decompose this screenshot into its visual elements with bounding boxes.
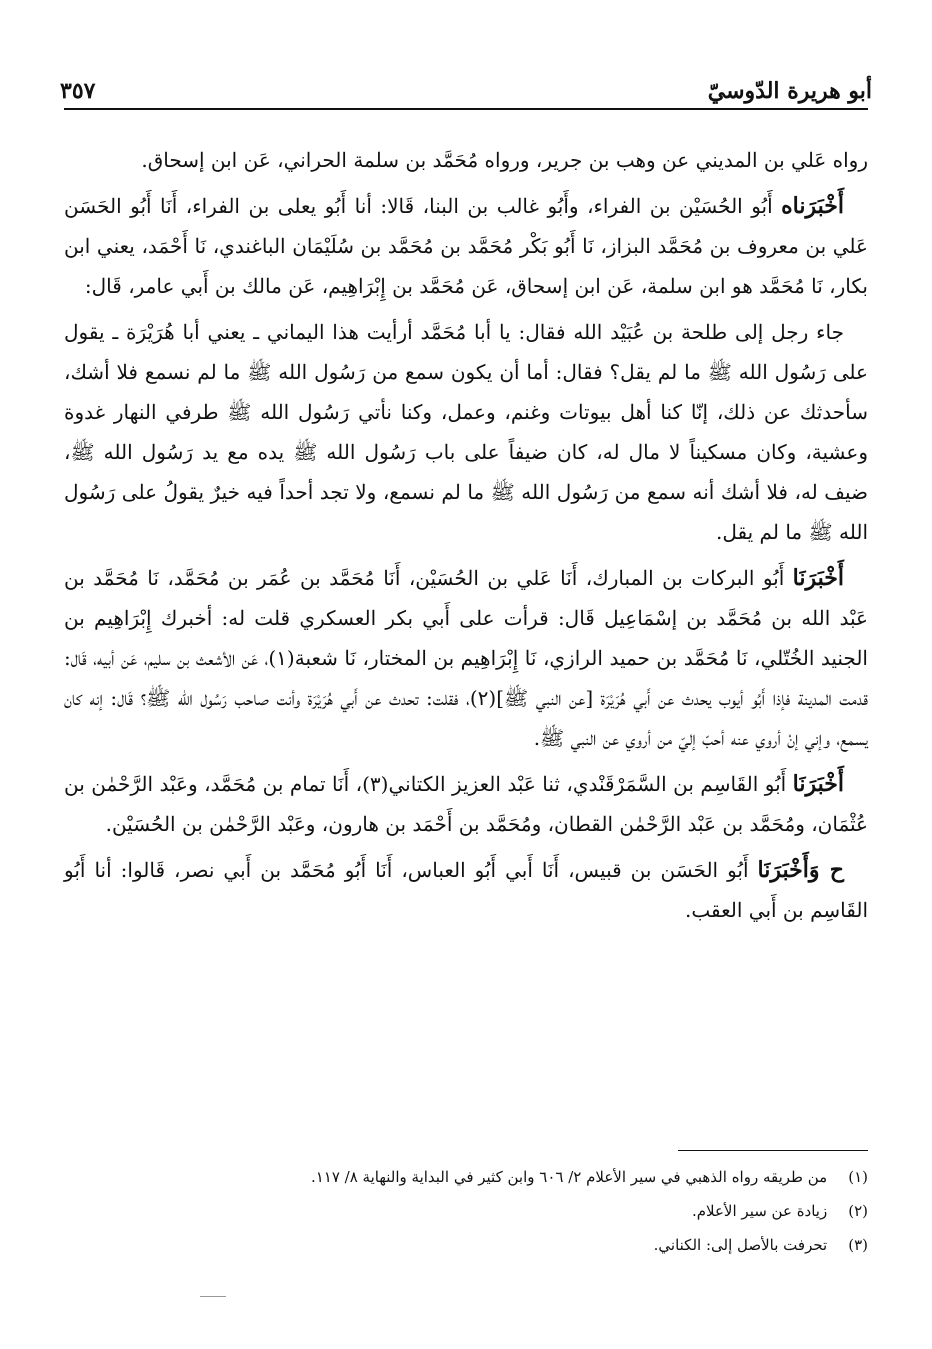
paragraph-text: رواه عَلي بن المديني عن وهب بن جرير، ورواه مُحَمَّد بن سلمة الحراني، عَن ابن إسحاق.	[141, 148, 868, 172]
paragraph-text: أَبُو البركات بن المبارك، أَنَا عَلي بن الحُسَيْن، أَنَا مُحَمَّد بن عُمَر بن مُحَمَّد، نَا مُحَمَّد بن عَبْد الله بن مُحَمَّد بن إسْمَاعِيل قَال: قرأت على أَبي بكر العسكري قلت له: أخبرك إِبْرَاهِيم بن الجنيد الخُتّلي، نَا مُحَمَّد بن حميد الرازي، نَا إِبْرَاهِيم بن المختار، نَا شعبة(١)، عَن الأشعث بن سليم، عَن أبيه، قَال: قدمت المدينة فإذا أَبُو أيوب يحدث عن أَبي هُرَيْرَة [عن النبي ﷺ](٢)، فقلت: تحدث عن أَبي هُرَيْرَة وأنت صاحب رَسُول الله ﷺ؟ قَال: إنه كان يسمع، وإني إنْ أروي عنه أحبّ إليّ من أروي عن النبي ﷺ.	[64, 566, 868, 750]
paragraph	[64, 558, 868, 758]
paragraph-text: جاء رجل إلى طلحة بن عُبَيْد الله فقال: يا أبا مُحَمَّد أرأيت هذا اليماني ـ يعني أبا هُرَيْرَة ـ يقول على رَسُول الله ﷺ ما لم يقل؟ فقال: أما أن يكون سمع من رَسُول الله ﷺ ما لم نسمع فلا أشك، سأحدثك عن ذلك، إنّا كنا أهل بيوتات وغنم، وعمل، وكنا نأتي رَسُول الله ﷺ طرفي النهار غدوة وعشية، وكان مسكيناً لا مال له، كان ضيفاً على باب رَسُول الله ﷺ يده مع يد رَسُول الله ﷺ، ضيف له، فلا أشك أنه سمع من رَسُول الله ﷺ ما لم نسمع، ولا تجد أحداً فيه خيرٌ يقولُ على رَسُول الله ﷺ ما لم يقل.	[64, 320, 868, 544]
header-rule	[64, 108, 868, 110]
paragraph	[64, 186, 868, 306]
paragraph-lead: ح وَأَخْبَرَنَا	[757, 857, 844, 883]
footnote	[64, 1160, 868, 1194]
paragraph-text: أَبُو الحَسَن بن قبيس، أَنَا أَبي أَبُو العباس، أَنَا أَبُو مُحَمَّد بن أَبي نصر، قَالوا: أنا أَبُو القَاسِم بن أَبي العقب.	[64, 858, 868, 922]
footnote-number: (٢)	[848, 1202, 868, 1220]
footnotes	[64, 1160, 868, 1262]
footnote	[64, 1228, 868, 1262]
running-title: أبو هريرة الدّوسيّ	[707, 78, 872, 104]
footnote-number: (١)	[848, 1168, 868, 1186]
main-text	[64, 140, 868, 936]
paragraph-lead: أَخْبَرَنَا	[792, 565, 844, 591]
paragraph-text: أَبُو الحُسَيْن بن الفراء، وأَبُو غالب بن البنا، قَالا: أنا أَبُو يعلى بن الفراء، أَنَا أَبُو الحَسَن عَلي بن معروف بن مُحَمَّد البزاز، نَا أَبُو بَكْر مُحَمَّد بن مُحَمَّد بن سُلَيْمَان الباغندي، نَا أَحْمَد، يعني ابن بكار، نَا مُحَمَّد هو ابن سلمة، عَن ابن إسحاق، عَن مُحَمَّد بن إِبْرَاهِيم، عَن مالك بن أَبي عامر، قَال:	[64, 194, 868, 298]
footnote-text: من طريقه رواه الذهبي في سير الأعلام ٢/ ٦٠٦ وابن كثير في البداية والنهاية ٨/ ١١٧.	[310, 1168, 828, 1186]
page-number: ٣٥٧	[60, 78, 96, 104]
page-header	[60, 64, 872, 104]
paragraph	[64, 140, 868, 180]
footnote-number: (٣)	[848, 1236, 868, 1254]
footnote	[64, 1194, 868, 1228]
paragraph	[64, 850, 868, 930]
footnote-text: زيادة عن سير الأعلام.	[691, 1202, 828, 1220]
footnote-rule	[678, 1150, 868, 1151]
paragraph	[64, 312, 868, 552]
scan-mark	[200, 1296, 226, 1297]
paragraph	[64, 764, 868, 844]
footnote-text: تحرفت بالأصل إلى: الكناني.	[653, 1236, 828, 1254]
paragraph-text: أَبُو القَاسِم بن السَّمَرْقَنْدي، ثنا عَبْد العزيز الكتاني(٣)، أَنَا تمام بن مُحَمَّد، وعَبْد الرَّحْمٰن بن عُثْمَان، ومُحَمَّد بن عَبْد الرَّحْمٰن القطان، ومُحَمَّد بن أَحْمَد بن هارون، وعَبْد الرَّحْمٰن بن الحُسَيْن.	[64, 772, 868, 836]
paragraph-lead: أَخْبَرَناه	[781, 193, 844, 219]
paragraph-lead: أَخْبَرَنَا	[792, 771, 844, 797]
